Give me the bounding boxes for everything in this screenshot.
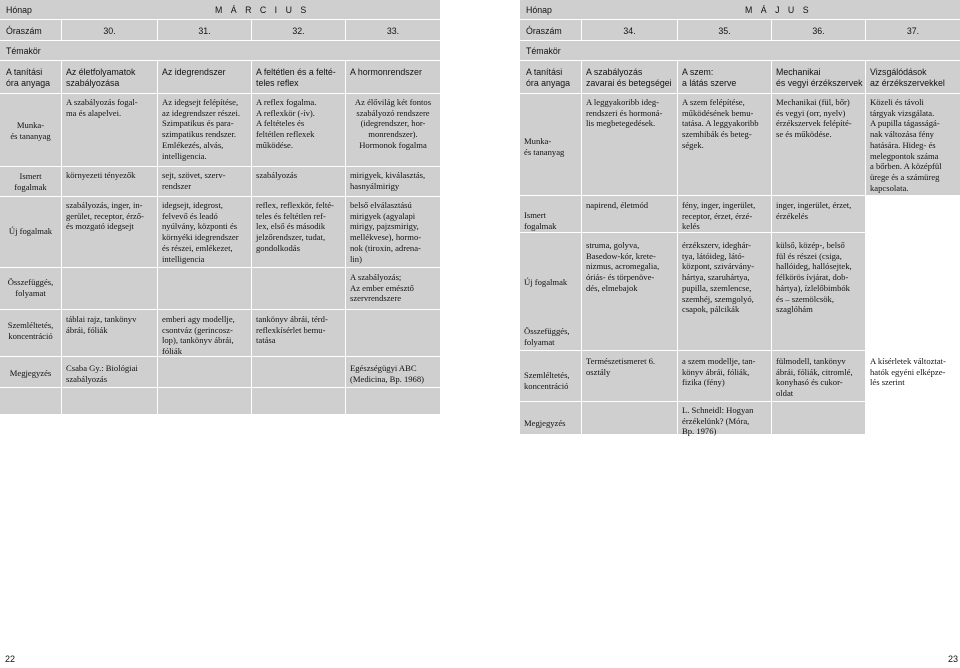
- topic-label: Témakör: [6, 46, 41, 56]
- table-cell: Közeli és távoli tárgyak vizsgálata. A pupilla tágasságá- nak változása fény hatására. Hideg- és melegpontok száma a bőrben. A középfül ürege és a számüreg kapcsolata.: [870, 97, 942, 193]
- column-header: A tanítási óra anyaga: [6, 67, 51, 88]
- table-cell: A reflex fogalma. A reflexkör (-ív). A feltételes és feltétlen reflexek működése.: [256, 97, 317, 150]
- table-cell: napirend, életmód: [586, 200, 649, 210]
- month-value: M Á R C I U S: [215, 5, 310, 15]
- lesson-number: 37.: [906, 26, 920, 36]
- table-cell: idegsejt, idegrost, felvevő és leadó nyúlvány, központi és környéki idegrendszer és részei, emlékezet, intelligencia: [162, 200, 239, 264]
- table-cell: sejt, szövet, szerv- rendszer: [162, 170, 226, 191]
- row-label: Új fogalmak: [8, 226, 53, 236]
- table-cell: szabályozás: [256, 170, 298, 180]
- lesson-number: 35.: [718, 26, 731, 36]
- page-number: 22: [5, 654, 16, 664]
- column-header: A szem: a látás szerve: [682, 67, 737, 88]
- table-cell: fülmodell, tankönyv ábrái, fóliák, citromlé, konyhasó és cukor- oldat: [776, 356, 853, 399]
- table-cell: tankönyv ábrái, térd- reflexkísérlet bemu- tatása: [256, 314, 328, 346]
- lesson-count-label: Óraszám: [526, 26, 562, 36]
- row-label: Munka- és tananyag: [524, 136, 565, 157]
- lesson-count-label: Óraszám: [6, 26, 42, 36]
- row-label: Munka- és tananyag: [10, 120, 51, 141]
- table-cell: A leggyakoribb ideg- rendszeri és hormoná- lis megbetegedések.: [586, 97, 663, 129]
- table-cell: Az élővilág két fontos szabályozó rendszere (idegrendszer, hor- monrendszer). Hormonok fogalma: [354, 97, 432, 150]
- table-cell: környezeti tényezők: [66, 170, 136, 180]
- column-header: A hormonrendszer: [350, 67, 422, 77]
- lesson-number: 31.: [198, 26, 211, 36]
- table-cell: emberi agy modellje, csontváz (gerincosz- lop), tankönyv ábrái, fóliák: [162, 314, 235, 357]
- row-label: Új fogalmak: [524, 277, 568, 287]
- lesson-number: 34.: [623, 26, 636, 36]
- table-cell: Mechanikai (fül, bőr) és vegyi (orr, nyelv) érzékszervek felépíté- se és működése.: [776, 97, 852, 140]
- table-cell: érzékszerv, ideghár- tya, látóideg, látó- központ, szivárvány- hártya, szaruhártya, pupilla, szemlencse, szemhéj, szemgolyó, csapok, pálcikák: [682, 240, 755, 315]
- table-cell: reflex, reflexkör, felté- teles és feltétlen ref- lex, első és második jelzőrendszer, tudat, gondolkodás: [256, 200, 334, 253]
- lesson-number: 36.: [812, 26, 825, 36]
- table-cell: Egészségügyi ABC (Medicina, Bp. 1968): [350, 363, 424, 384]
- row-label: Megjegyzés: [9, 368, 52, 378]
- table-cell: struma, golyva, Basedow-kór, krete- nizmus, acromegalia, óriás- és törpenöve- dés, elmebajok: [586, 240, 660, 293]
- table-cell: külső, közép-, belső fül és részei (csiga, hallóideg, hallósejtek, félkörös ívjárat, dob- hártya), ízlelőbimbók és – szemölcsök, szaglóhám: [776, 240, 852, 315]
- row-label: Szemléltetés, koncentráció: [7, 320, 54, 341]
- table-cell: A szabályozás fogal- ma és alapelvei.: [66, 97, 138, 118]
- row-label: Szemléltetés, koncentráció: [524, 370, 570, 391]
- lesson-number: 33.: [386, 26, 400, 36]
- month-label: Hónap: [526, 5, 552, 15]
- column-header: A szabályozás zavarai és betegségei: [586, 67, 672, 88]
- table-cell: L. Schneidl: Hogyan érzékelünk? (Móra, Bp. 1976): [682, 405, 754, 437]
- row-label: Megjegyzés: [524, 418, 566, 428]
- column-header: A tanítási óra anyaga: [526, 67, 571, 88]
- table-cell: Csaba Gy.: Biológiai szabályozás: [66, 363, 138, 384]
- row-label: Összefüggés, folyamat: [7, 277, 54, 298]
- table-cell: szabályozás, inger, in- gerület, receptor, érző- és mozgató idegsejt: [66, 200, 144, 232]
- column-header: A feltétlen és a felté- teles reflex: [256, 67, 336, 88]
- table-cell: táblai rajz, tankönyv ábrái, fóliák: [66, 314, 137, 335]
- column-header: Mechanikai és vegyi érzékszervek: [776, 67, 863, 88]
- table-cell: inger, ingerület, érzet, érzékelés: [776, 200, 852, 221]
- topic-label: Témakör: [526, 46, 561, 56]
- page-number: 23: [948, 654, 959, 664]
- table-cell: A szem felépítése, működésének bemu- tatása. A leggyakoribb szemhibák és beteg- ségek.: [682, 97, 759, 150]
- row-label: Ismert fogalmak: [524, 210, 557, 231]
- table-cell: A szabályozás; Az ember emésztő szervrendszere: [350, 272, 414, 304]
- row-label: Összefüggés, folyamat: [524, 326, 570, 347]
- column-header: Az idegrendszer: [162, 67, 226, 77]
- table-cell: belső elválasztású mirigyek (agyalapi mirigy, pajzsmirigy, mellékvese), hormo- nok (tiroxin, adrena- lin): [350, 200, 422, 264]
- month-label: Hónap: [6, 5, 32, 15]
- table-cell: Az idegsejt felépítése, az idegrendszer részei. Szimpatikus és para- szimpatikus rendszer. Emlékezés, alvás, intelligencia.: [162, 97, 241, 161]
- table-cell: A kísérletek változtat- hatók egyéni elképze- lés szerint: [870, 356, 946, 388]
- row-label: Ismert fogalmak: [14, 171, 47, 192]
- column-header: Vizsgálódások az érzékszervekkel: [870, 67, 945, 88]
- lesson-number: 32.: [292, 26, 305, 36]
- lesson-number: 30.: [103, 26, 116, 36]
- table-cell: a szem modellje, tan- könyv ábrái, fóliák, fizika (fény): [682, 356, 756, 388]
- table-cell: Természetismeret 6. osztály: [586, 356, 656, 377]
- table-cell: fény, inger, ingerület, receptor, érzet, érzé- kelés: [682, 200, 756, 232]
- column-header: Az életfolyamatok szabályozása: [66, 67, 136, 88]
- month-value: M Á J U S: [745, 5, 812, 15]
- table-cell: mirigyek, kiválasztás, hasnyálmirigy: [350, 170, 426, 191]
